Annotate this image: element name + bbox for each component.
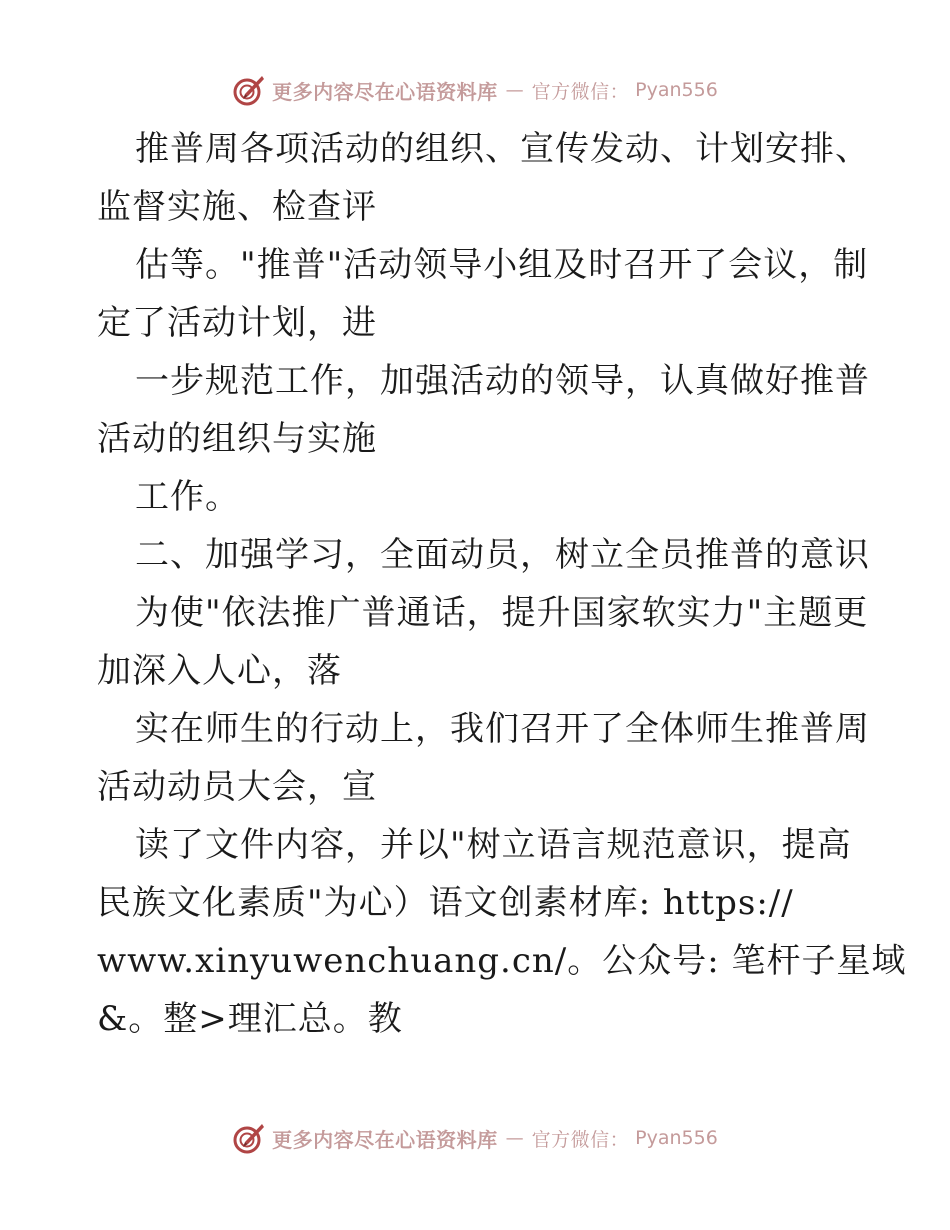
footer-site-name: 更多内容尽在心语资料库 bbox=[272, 1127, 498, 1152]
section-heading: 二、加强学习，全面动员，树立全员推普的意识 bbox=[135, 535, 870, 575]
text-line: 工作。 bbox=[135, 477, 240, 517]
text-line: 为使"依法推广普通话，提升国家软实力"主题更 bbox=[135, 593, 869, 633]
header-banner bbox=[0, 70, 950, 110]
body-text bbox=[97, 120, 907, 1048]
header-wechat-id: Pyan556 bbox=[635, 79, 718, 101]
text-line: 加深入人心，落 bbox=[97, 651, 342, 691]
footer-dash: — bbox=[505, 1127, 524, 1149]
text-line: 估等。"推普"活动领导小组及时召开了会议，制 bbox=[135, 245, 869, 285]
header-dash: — bbox=[505, 79, 524, 101]
footer-wechat-label: 官方微信： bbox=[531, 1128, 630, 1151]
text-line: &。整>理汇总。教 bbox=[97, 999, 403, 1039]
footer-banner bbox=[0, 1118, 950, 1158]
header-wechat-label: 官方微信： bbox=[531, 80, 630, 103]
quill-circle-icon bbox=[232, 73, 266, 107]
text-line: 推普周各项活动的组织、宣传发动、计划安排、 bbox=[135, 129, 870, 169]
text-line: 民族文化素质"为心）语文创素材库: https:// bbox=[97, 883, 794, 923]
header-site-name: 更多内容尽在心语资料库 bbox=[272, 79, 498, 104]
quill-circle-icon bbox=[232, 1121, 266, 1155]
text-line: 定了活动计划，进 bbox=[97, 303, 377, 343]
text-line: 读了文件内容，并以"树立语言规范意识，提高 bbox=[135, 825, 852, 865]
text-line: 活动动员大会，宣 bbox=[97, 767, 377, 807]
text-line: 活动的组织与实施 bbox=[97, 419, 377, 459]
footer-wechat-id: Pyan556 bbox=[635, 1127, 718, 1149]
text-line: 一步规范工作，加强活动的领导，认真做好推普 bbox=[135, 361, 870, 401]
text-line: 监督实施、检查评 bbox=[97, 187, 377, 227]
text-line: 实在师生的行动上，我们召开了全体师生推普周 bbox=[135, 709, 870, 749]
text-line: www.xinyuwenchuang.cn/。公众号: 笔杆子星域 bbox=[97, 941, 907, 981]
